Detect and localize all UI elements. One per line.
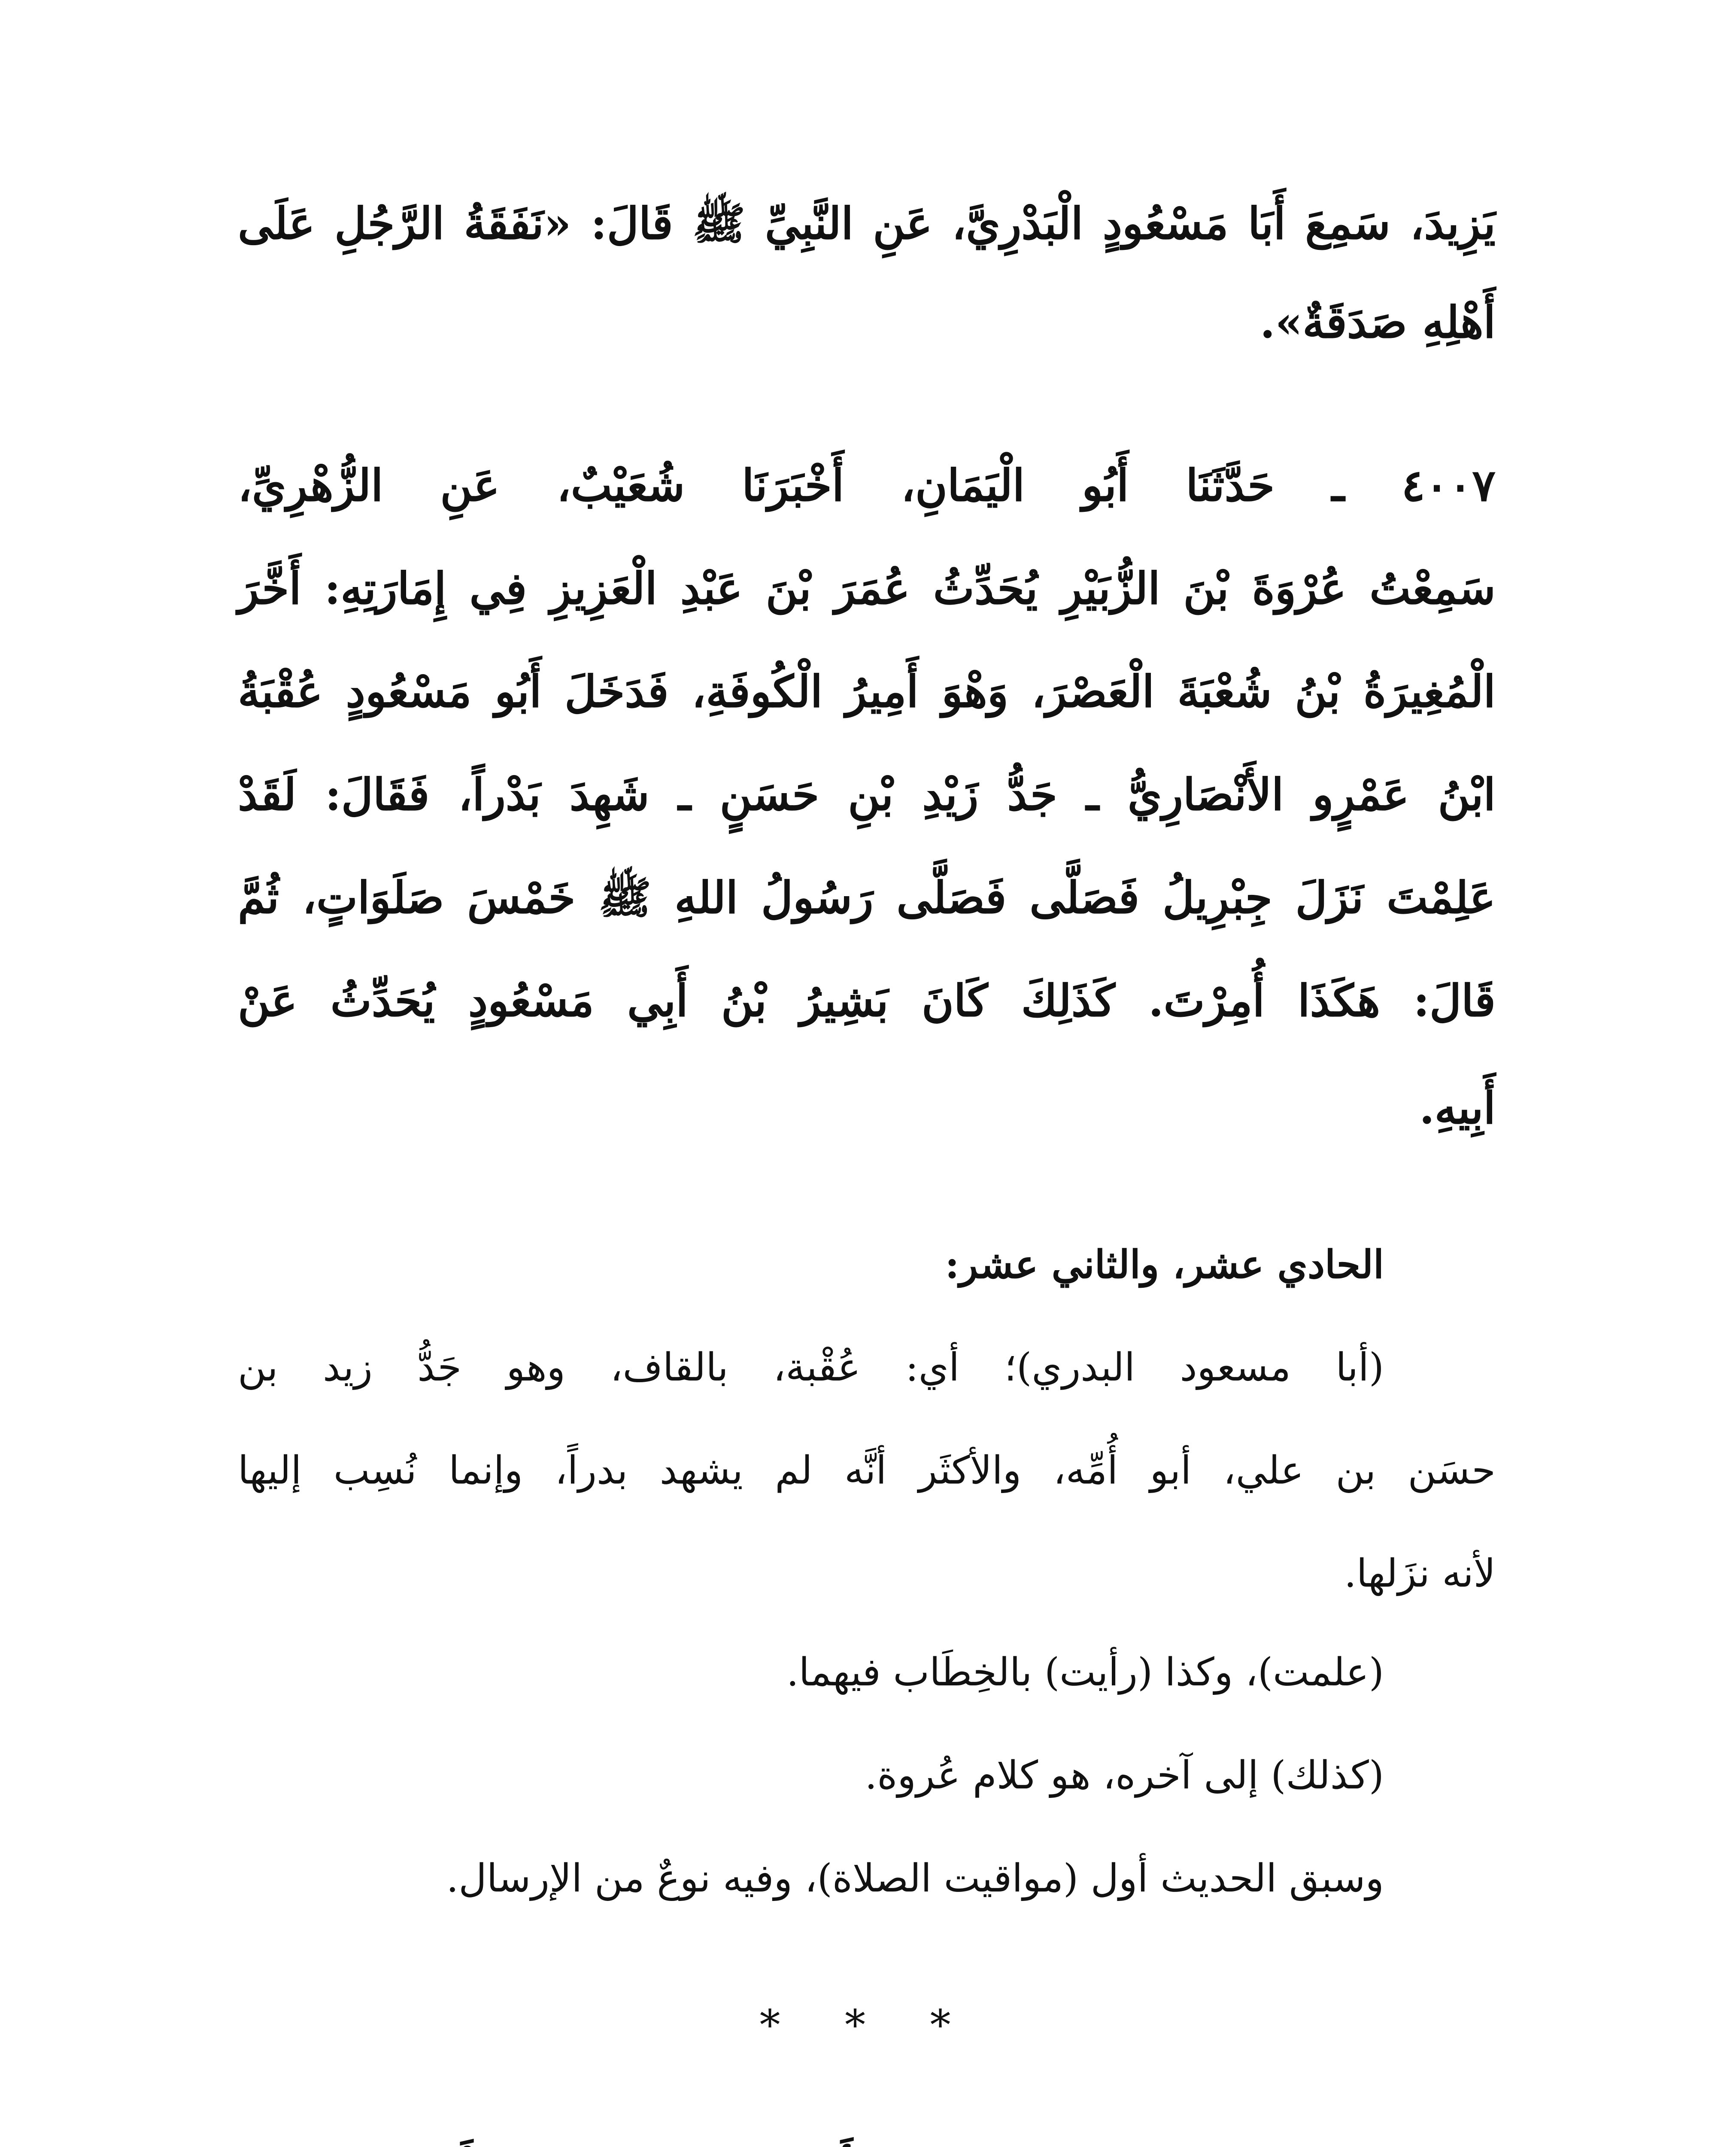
hadith-4006-line-2: أَهْلِهِ صَدَقَةٌ». <box>1260 297 1496 348</box>
hadith-4007-line-5: عَلِمْتَ نَزَلَ جِبْرِيلُ فَصَلَّى فَصَلَّى رَسُولُ اللهِ ﷺ خَمْسَ صَلَوَاتٍ، ثُمَّ <box>238 872 1496 924</box>
hadith-4007-line-6: قَالَ: هَكَذَا أُمِرْتَ. كَذَلِكَ كَانَ بَشِيرُ بْنُ أَبِي مَسْعُودٍ يُحَدِّثُ عَنْ <box>238 975 1496 1027</box>
commentary-para-2: (علمت)، وكذا (رأيت) بالخِطَاب فيهما. <box>786 1650 1384 1695</box>
hadith-4007-line-4: ابْنُ عَمْرٍو الأَنْصَارِيُّ ـ جَدُّ زَيْدِ بْنِ حَسَنٍ ـ شَهِدَ بَدْراً، فَقَالَ: لَقَدْ <box>238 769 1496 821</box>
hadith-4007-line-2: سَمِعْتُ عُرْوَةَ بْنَ الزُّبَيْرِ يُحَدِّثُ عُمَرَ بْنَ عَبْدِ الْعَزِيزِ فِي إِمَارَتِهِ: أَخَّرَ <box>238 563 1496 614</box>
commentary-heading: الحادي عشر، والثاني عشر: <box>945 1242 1384 1287</box>
hadith-4007-line-3: الْمُغِيرَةُ بْنُ شُعْبَةَ الْعَصْرَ، وَهْوَ أَمِيرُ الْكُوفَةِ، فَدَخَلَ أَبُو مَسْعُودٍ عُقْبَةُ <box>238 666 1496 718</box>
commentary-para-1-line-3: لأنه نزَلها. <box>1344 1551 1496 1596</box>
commentary-para-1-line-2: حسَن بن علي، أبو أُمِّه، والأكثَر أنَّه لم يشهد بدراً، وإنما نُسِب إليها <box>238 1448 1496 1493</box>
hadith-4007-line-7: أَبِيهِ. <box>1419 1083 1496 1134</box>
section-separator: * * * <box>759 2001 977 2049</box>
commentary-para-1-line-1: (أبا مسعود البدري)؛ أي: عُقْبة، بالقاف، وهو جَدُّ زيد بن <box>238 1345 1384 1390</box>
commentary-para-4: وسبق الحديث أول (مواقيت الصلاة)، وفيه نوعٌ من الإرسال. <box>446 1856 1384 1901</box>
hadith-4006-line-1: يَزِيدَ، سَمِعَ أَبَا مَسْعُودٍ الْبَدْرِيَّ، عَنِ النَّبِيِّ ﷺ قَالَ: «نَفَقَةُ الرَّجُلِ عَلَى <box>238 198 1496 249</box>
commentary-para-3: (كذلك) إلى آخره، هو كلام عُروة. <box>865 1753 1384 1798</box>
hadith-4007-line-1: ٤٠٠٧ ـ حَدَّثَنَا أَبُو الْيَمَانِ، أَخْبَرَنَا شُعَيْبٌ، عَنِ الزُّهْرِيِّ، <box>238 460 1496 511</box>
